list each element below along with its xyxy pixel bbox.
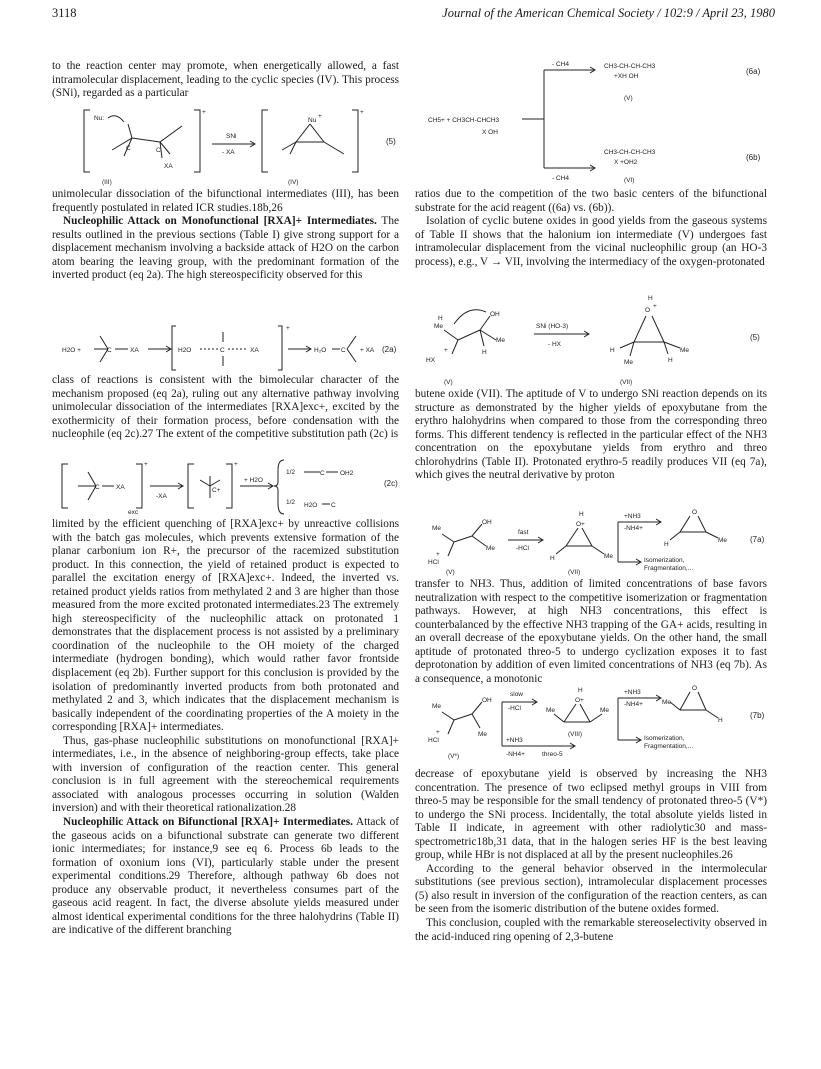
xa-leaving: XA — [130, 347, 139, 354]
loss-hx-label: - HX — [548, 341, 561, 348]
svg-text:Nu: Nu — [308, 117, 317, 124]
svg-text:H: H — [664, 541, 669, 548]
oh2-label: OH2 — [340, 470, 354, 477]
svg-text:XA: XA — [116, 484, 125, 491]
scheme-eq6 — [426, 56, 770, 186]
svg-text:H: H — [578, 687, 583, 694]
eq-number: (7a) — [750, 535, 765, 544]
svg-text:+: + — [318, 113, 322, 120]
fragmentation-label: Fragmentation,... — [644, 565, 694, 572]
svg-text:Me: Me — [478, 731, 488, 738]
product-6a-sub: +XH OH — [614, 73, 639, 80]
running-header — [52, 6, 775, 26]
svg-text:OH: OH — [490, 311, 500, 318]
svg-text:H: H — [718, 717, 723, 724]
paragraph: class of reactions is consistent with the bimolecular character of the mechanism proposed (eq 2a), ruling out any alternative pathway involving unimolecular dissociation of the intermediates [RXA]exc+, excited by the exothermicity of their formation process, before condensation with the nucleophile (eq 2c).27 The extent of the competitive substitution path (2c) is — [52, 374, 399, 441]
sni-label: SNi — [226, 133, 237, 140]
vstar-label: (V*) — [448, 753, 460, 760]
svg-text:Me: Me — [600, 707, 610, 714]
scheme-eq2a — [60, 322, 400, 372]
svg-text:H: H — [668, 357, 673, 364]
svg-text:O: O — [692, 509, 698, 516]
svg-text:C+: C+ — [212, 487, 221, 494]
svg-text:+: + — [202, 109, 206, 116]
svg-text:Me: Me — [604, 553, 614, 560]
product-6a: CH3-CH-CH-CH3 — [604, 63, 656, 70]
v-label: (V) — [446, 569, 455, 576]
svg-text:Me: Me — [718, 537, 728, 544]
svg-text:Me: Me — [432, 703, 442, 710]
svg-text:Me: Me — [432, 525, 442, 532]
svg-text:OH: OH — [482, 697, 492, 704]
scheme-eq7a — [424, 508, 768, 574]
half-bottom: 1/2 — [286, 499, 296, 506]
svg-text:Me: Me — [434, 323, 444, 330]
isomerization-label: Isomerization, — [644, 557, 685, 564]
eq-number: (2a) — [382, 345, 397, 354]
svg-text:+: + — [436, 729, 440, 736]
svg-text:C: C — [341, 347, 346, 354]
iii-label: (III) — [102, 179, 112, 186]
svg-text:C: C — [220, 347, 225, 354]
half-top: 1/2 — [286, 469, 296, 476]
paragraph: Thus, gas-phase nucleophilic substitutions on monofunctional [RXA]+ intermediates, i.e., in the absence of neighboring-group effects, take place with inversion of configuration of the reaction center. This general conclusion is in full agreement with the stereochemical requirements associated with analogous processes occurring in solution (Walden inversion) and with their theoretical rationalization.28 — [52, 734, 399, 815]
paragraph: limited by the efficient quenching of [RXA]exc+ by unreactive collisions with the batch gas molecules, which prevents extensive formation of the planar carbonium ion R+, the precursor of the racemized substitution product. In this connection, the yield of retained product is expected to parallel the excitation energy of [RXA]exc+. Indeed, the inverted vs. retained product yields ratios from methylated 2 and 3 are higher than those measured from the more excited protonated intermediates.23 The extremely high stereospecificity of the nucleophilic attack on protonated 1 demonstrates that the displacement process is not assisted by a preliminary coordination of the nucleophile to the OH moiety of the charged intermediate (hydrogen bonding), which would rather favor frontside displacement (eq 2b). Further support for this conclusion is provided by the isolation of predominantly inverted products from both protonated and methylated 2 and 3, which indicates that the displacement mechanism is basically independent of the coordinating properties of the A moiety in the corresponding [RXA]+ intermediates. — [52, 518, 399, 734]
left-text-block-1 — [52, 60, 399, 101]
loss-ch4-a: - CH4 — [552, 61, 569, 68]
svg-text:H: H — [550, 555, 555, 562]
scheme-eq5-snI — [82, 106, 402, 186]
paragraph: decrease of epoxybutane yield is observed by increasing the NH3 concentration. The presence of two eclipsed methyl groups in VIII from threo-5 may be responsible for the small tendency of protonated threo-5 (V*) to undergo the SNi process. Incidentally, the total absolute yields listed in Table II indicate, in agreement with other radiolytic30 and mass-spectrometric18b,31 data, that in the halogen series HF is the best leaving group, while HBr is not displaced at all by the present nucleophiles.26 — [415, 768, 767, 862]
sni-ho3-label: SNi (HO-3) — [536, 323, 569, 330]
right-text-block-4 — [415, 768, 767, 944]
svg-text:+: + — [286, 325, 290, 332]
eq-number: (7b) — [750, 711, 765, 720]
product-6b: CH3-CH-CH-CH3 — [604, 149, 656, 156]
paragraph: ratios due to the competition of the two basic centers of the bifunctional substrate for the acid reagent ((6a) vs. (6b)). — [415, 188, 767, 214]
h2o-label: H2O — [304, 502, 318, 509]
svg-text:H: H — [482, 349, 487, 356]
xa-product: + XA — [360, 347, 375, 354]
nh4-label: -NH4+ — [624, 701, 643, 708]
nh4-label-b: -NH4+ — [506, 751, 525, 758]
eq6-reactant: CH5+ + CH3CH-CHCH3 — [428, 117, 500, 124]
eq-number: (2c) — [384, 479, 398, 488]
isomerization-label: Isomerization, — [644, 735, 685, 742]
loss-hcl-label: -HCl — [516, 545, 529, 552]
svg-text:C: C — [95, 484, 100, 491]
section-heading: Nucleophilic Attack on Monofunctional [RXA]+ Intermediates. — [63, 215, 377, 228]
paragraph: unimolecular dissociation of the bifunctional intermediates (III), has been frequently postulated in related ICR studies.18b,26 — [52, 188, 399, 214]
svg-text:+: + — [234, 461, 238, 468]
scheme-eq5-ho3 — [424, 294, 768, 386]
nh3-label: +NH3 — [624, 513, 641, 520]
journal-citation: Journal of the American Chemical Society / 102:9 / April 23, 1980 — [442, 6, 775, 20]
page-number: 3118 — [52, 6, 77, 20]
eq-number: (5) — [386, 137, 396, 146]
svg-text:Me: Me — [662, 699, 672, 706]
svg-text:+: + — [360, 109, 364, 116]
svg-text:HX: HX — [426, 357, 436, 364]
svg-text:HCl: HCl — [428, 737, 439, 744]
eq-number-6b: (6b) — [746, 153, 761, 162]
svg-text:C: C — [331, 502, 336, 509]
svg-text:C: C — [126, 145, 131, 152]
fast-label: fast — [518, 529, 529, 536]
svg-text:C: C — [107, 347, 112, 354]
loss-hcl-label: -HCl — [508, 705, 521, 712]
svg-text:H: H — [648, 295, 653, 302]
paragraph: This conclusion, coupled with the remarkable stereoselectivity observed in the acid-induced ring opening of 2,3-butene — [415, 917, 767, 943]
paragraph: to the reaction center may promote, when energetically allowed, a fast intramolecular displacement, leading to the cyclic species (IV). This process (SNi), regarded as a particular — [52, 60, 399, 100]
section-heading: Nucleophilic Attack on Bifunctional [RXA]+ Intermediates. — [63, 816, 353, 829]
svg-text:C: C — [320, 470, 325, 477]
vii-label: (VII) — [620, 379, 633, 386]
svg-text:C: C — [156, 147, 161, 154]
xa-label: XA — [164, 163, 173, 170]
left-text-block-4 — [52, 518, 399, 938]
svg-text:O: O — [645, 307, 651, 314]
product-6b-sub: X +OH2 — [614, 159, 638, 166]
h2o-reactant: H2O + — [62, 347, 81, 354]
svg-text:+: + — [444, 347, 448, 354]
loss-ch4-b: - CH4 — [552, 175, 569, 182]
svg-text:Me: Me — [680, 347, 690, 354]
svg-text:+: + — [144, 461, 148, 468]
svg-text:OH: OH — [482, 519, 492, 526]
loss-label: - XA — [222, 149, 235, 156]
vi-label: (VI) — [624, 177, 635, 184]
paragraph: transfer to NH3. Thus, addition of limited concentrations of base favors neutralization with respect to the competitive isomerization or fragmentation pathways. However, at high NH3 concentrations, this effect is counterbalanced by the effective NH3 trapping of the GA+ acids, resulting in an overall decrease of the epoxybutane yields. On the other hand, the small aptitude of protonated threo-5 to undergo cyclization exposes it to fast deprotonation by addition of even limited concentrations of NH3 (eq 7b). As a consequence, a monotonic — [415, 578, 767, 685]
svg-text:H: H — [438, 315, 443, 322]
left-text-block-2 — [52, 188, 399, 283]
threo-label: threo-5 — [542, 751, 563, 758]
scheme-eq7b — [424, 684, 768, 764]
exc-label: exc — [128, 509, 139, 516]
v-label: (V) — [624, 95, 633, 102]
svg-text:Me: Me — [486, 545, 496, 552]
svg-text:Me: Me — [496, 337, 506, 344]
vii-label: (VII) — [568, 569, 581, 576]
svg-text:Me: Me — [546, 707, 556, 714]
svg-text:+: + — [653, 303, 657, 310]
eq6-substituents: X OH — [482, 129, 498, 136]
paragraph: Attack of the gaseous acids on a bifunctional substrate can generate two different ionic intermediates; for instance,9 see eq 6. Process 6b leads to the formation of oxonium ions (VI), particularly stable under the present experimental conditions.29 Therefore, although pathway 6b does not produce any observable product, it nevertheless consumes part of the gaseous acid reagent. In fact, the diverse absolute yields measured under almost identical experimental conditions for the three halohydrins (Table II) are indicative of the different branching — [52, 816, 399, 937]
ts-h2o: H2O — [178, 347, 192, 354]
right-text-block-1 — [415, 188, 767, 269]
left-text-block-3 — [52, 374, 399, 442]
eq-number-6a: (6a) — [746, 67, 761, 76]
svg-text:Me: Me — [624, 359, 634, 366]
eq-number: (5) — [750, 333, 760, 342]
add-h2o-label: + H2O — [244, 477, 263, 484]
paragraph: The results outlined in the previous sections (Table I) give strong support for a displacement mechanism involving a backside attack of H2O on the carbon atom bearing the leaving group, with the predominant formation of the inverted product (eq 2a). The high stereospecificity observed for this — [52, 215, 399, 282]
right-text-block-2 — [415, 388, 767, 483]
fragmentation-label: Fragmentation,... — [644, 743, 694, 750]
iv-label: (IV) — [288, 179, 299, 186]
svg-text:H₂O: H₂O — [314, 347, 327, 354]
svg-text:HCl: HCl — [428, 559, 439, 566]
slow-label: slow — [510, 691, 524, 698]
svg-text:O+: O+ — [576, 521, 585, 528]
paragraph: According to the general behavior observed in the intermolecular substitutions (see previous section), intramolecular displacement processes (5) also result in inversion of the configuration of the reaction centers, as can be seen from the isomeric distribution of the butene oxides formed. — [415, 862, 767, 916]
svg-text:H: H — [579, 511, 584, 518]
ts-xa: XA — [250, 347, 259, 354]
svg-text:O+: O+ — [575, 697, 584, 704]
scheme-eq2c — [58, 456, 402, 518]
viii-label: (VIII) — [568, 731, 583, 738]
nh3-label-b: +NH3 — [506, 737, 523, 744]
loss-label: -XA — [156, 493, 167, 500]
nh4-label: -NH4+ — [624, 525, 643, 532]
paragraph: butene oxide (VII). The aptitude of V to undergo SNi reaction depends on its structure as demonstrated by the higher yields of epoxybutane from the erythro halohydrins when compared to those from the corresponding threo forms. This different tendency is reflected in the particular effect of the NH3 concentration on the epoxybutane yields from erythro and threo chlorohydrins (Table II). Protonated erythro-5 readily produces VII (eq 7a), which gives the neutral derivative by proton — [415, 388, 767, 482]
v-label: (V) — [444, 379, 453, 386]
svg-text:+: + — [436, 551, 440, 558]
svg-text:O: O — [692, 685, 698, 692]
paragraph: Isolation of cyclic butene oxides in good yields from the gaseous systems of Table II shows that the halonium ion intermediate (V) undergoes fast intramolecular displacement from the vicinal nucleophilic group (an HO-3 process), e.g., V → VII, involving the intermediacy of the oxygen-protonated — [415, 215, 767, 268]
nu-label: Nu: — [94, 115, 105, 122]
nh3-label: +NH3 — [624, 689, 641, 696]
svg-text:H: H — [610, 347, 615, 354]
right-text-block-3 — [415, 578, 767, 686]
